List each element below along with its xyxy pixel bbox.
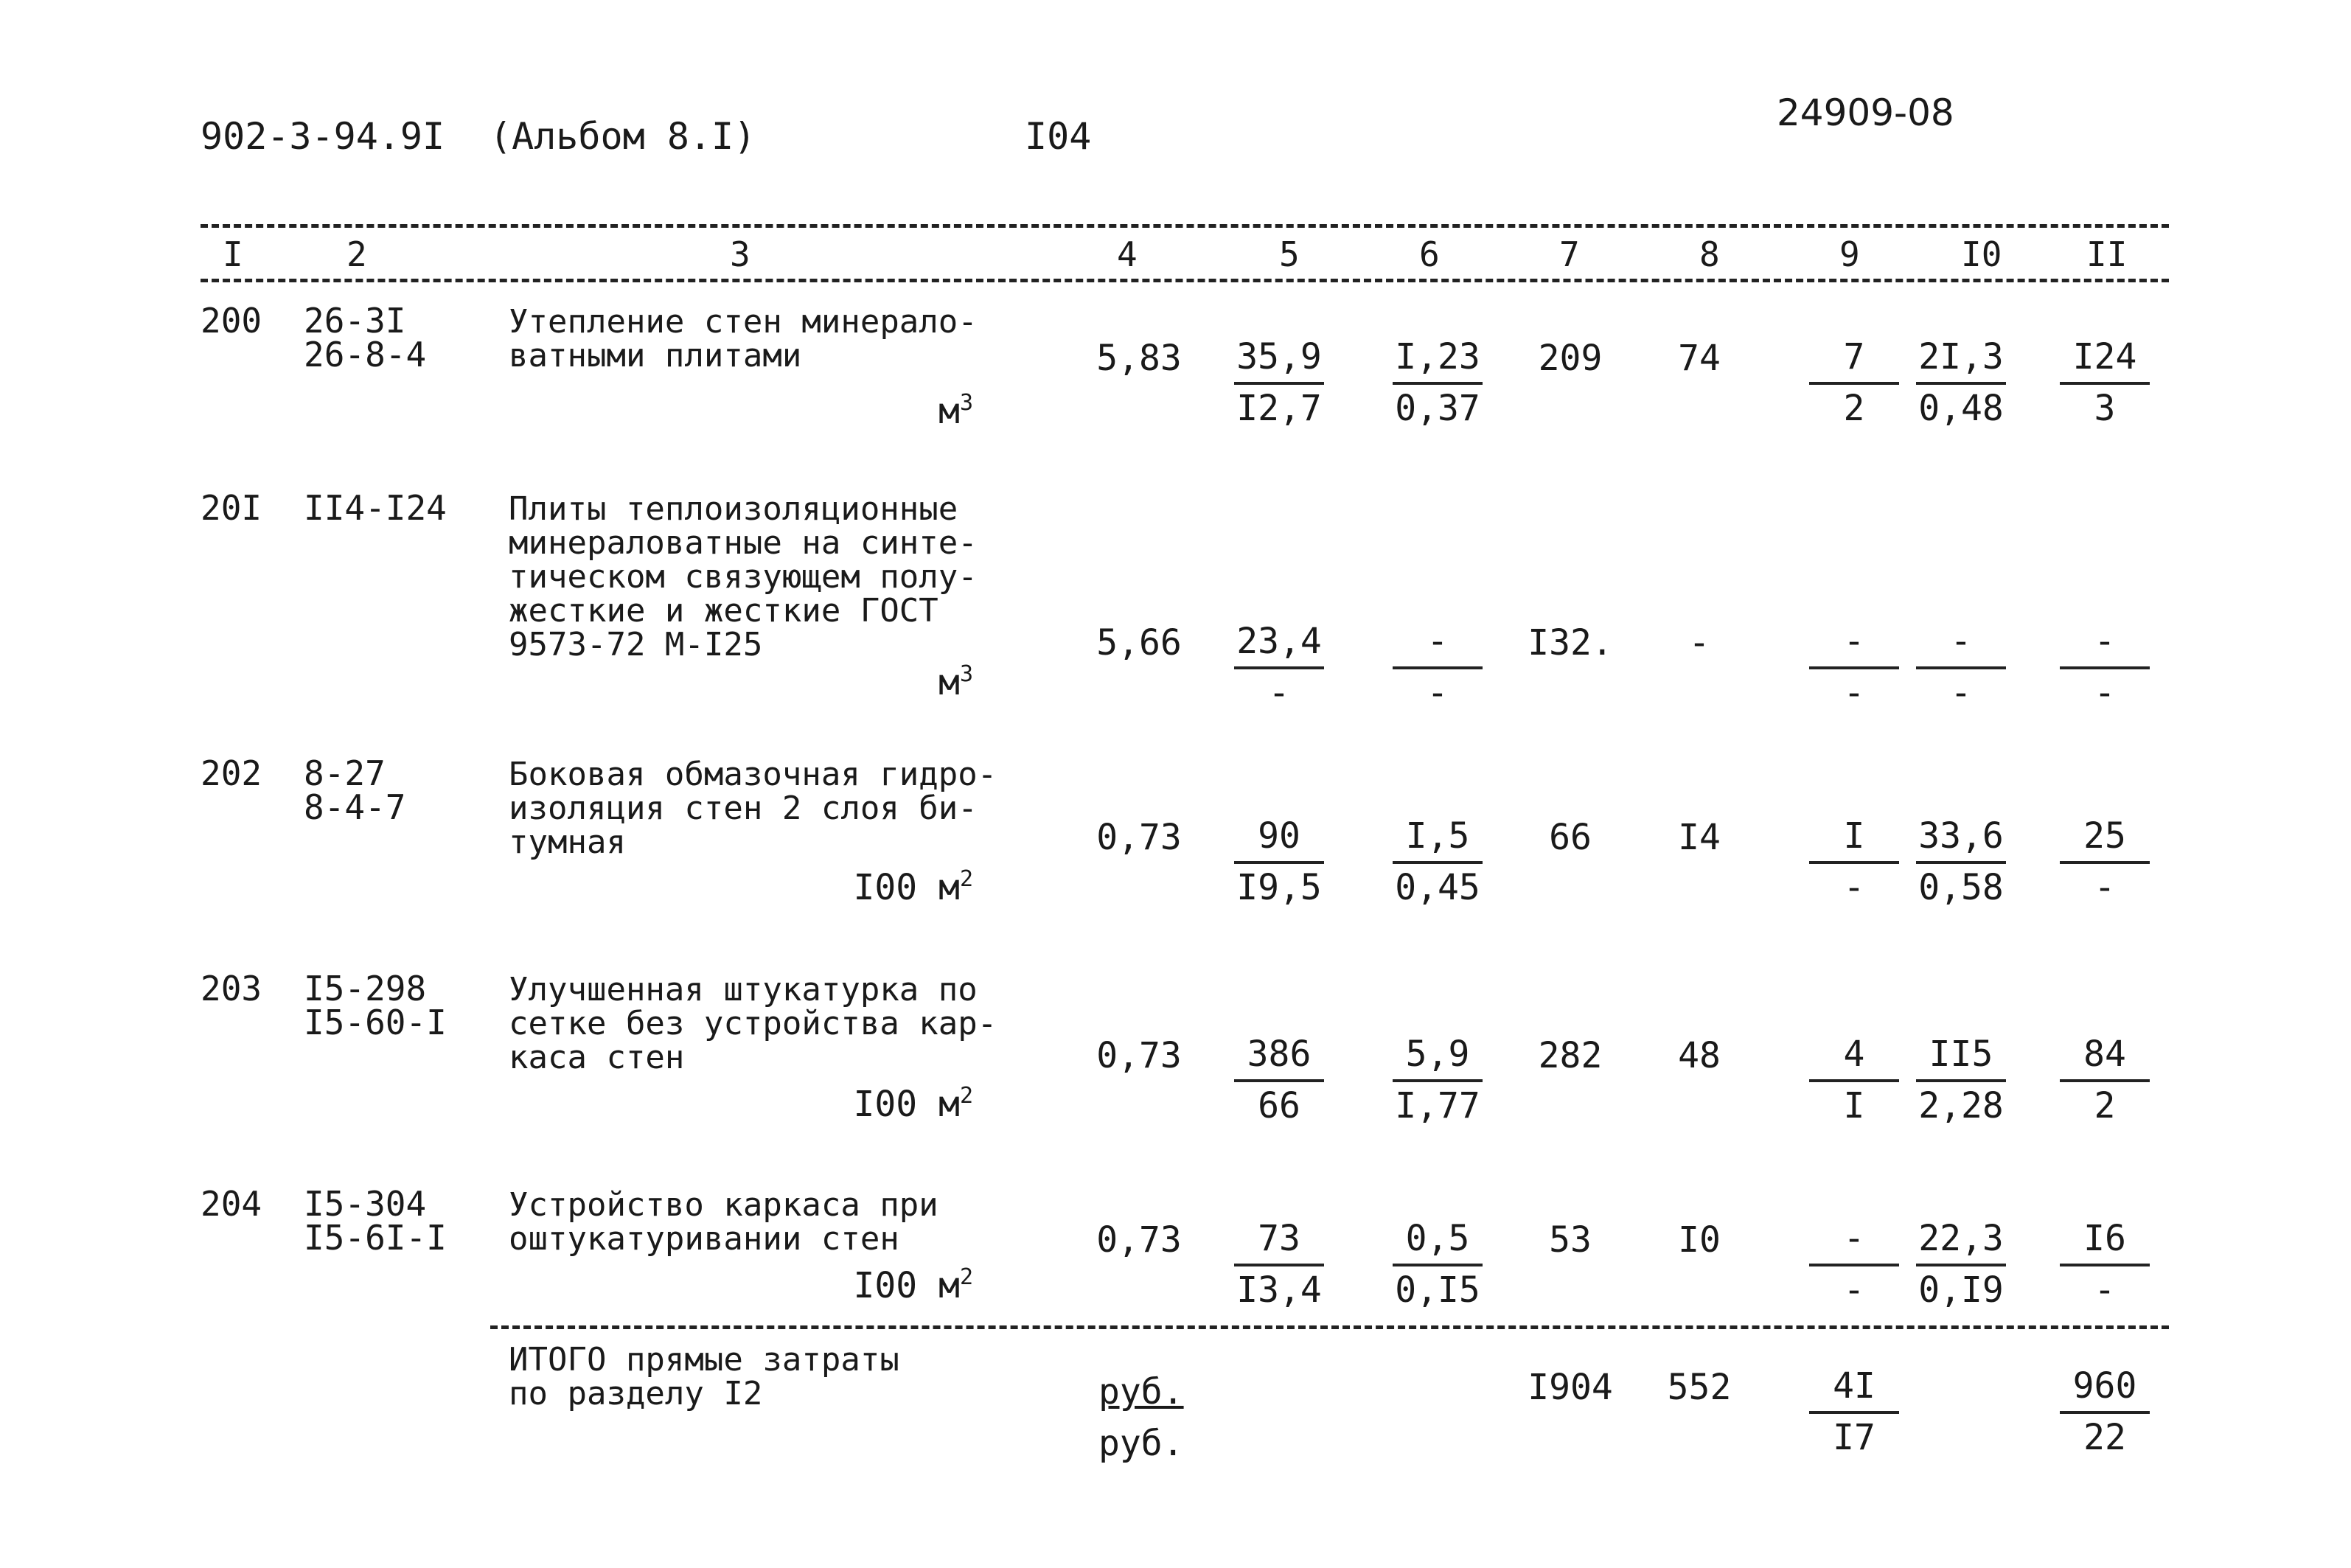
unit-exponent: 3 [959,661,973,687]
cell-col11 [2049,621,2160,714]
fraction-denominator: I [1843,1085,1865,1126]
cell-col8: 48 [1678,1035,1721,1076]
fraction-numerator: 73 [1258,1218,1300,1259]
fraction-numerator: I,5 [1405,815,1470,857]
cell-col7: 53 [1549,1219,1592,1261]
row-unit [737,867,973,908]
fraction-denominator: 3 [2094,388,2116,429]
row-number: 200 [201,301,262,341]
totals-col7: I904 [1528,1367,1613,1408]
fraction-numerator: 84 [2083,1034,2126,1075]
fraction-denominator: 0,48 [1918,388,2004,429]
fraction-denominator: - [2094,672,2116,714]
col-header-11: II [2086,234,2128,274]
cell-col11 [2049,336,2160,429]
row-code: I5-60-I [304,1003,447,1042]
fraction-numerator: 4 [1843,1034,1865,1075]
project-code: 902-3-94.9I [201,115,445,158]
unit-base: м [938,391,960,432]
cell-col4: 5,83 [1096,338,1182,379]
totals-unit: руб. [1098,1423,1184,1464]
fraction-denominator: 66 [1258,1085,1300,1126]
unit-base: м [938,662,960,703]
cell-col9 [1799,815,1909,908]
totals-col11 [2049,1365,2160,1458]
cell-col10 [1906,1218,2016,1311]
row-code: 8-4-7 [304,787,406,827]
fraction-denominator: 0,I9 [1918,1269,2004,1311]
page-number: I04 [1025,115,1092,158]
row-unit [737,662,973,703]
cell-col5 [1224,621,1334,714]
cell-col10 [1906,336,2016,429]
fraction-numerator: - [1843,621,1865,662]
cell-col6 [1382,621,1493,714]
col-header-8: 8 [1699,234,1720,274]
totals-col9 [1799,1365,1909,1458]
cell-col5 [1224,1034,1334,1126]
row-code: I5-304 [304,1184,427,1224]
cell-col10 [1906,1034,2016,1126]
cell-col8: - [1688,622,1710,663]
cell-col9 [1799,1218,1909,1311]
totals-label-line: по разделу I2 [509,1375,763,1412]
cell-col6 [1382,1218,1493,1311]
fraction-numerator: 960 [2072,1365,2137,1407]
fraction-numerator: 7 [1843,336,1865,377]
totals-label-line: ИТОГО прямые затраты [509,1341,899,1379]
fraction-numerator: 22,3 [1918,1218,2004,1259]
fraction-numerator: I,23 [1395,336,1480,377]
unit-base: I00 м [853,867,960,908]
fraction-denominator: - [2094,1269,2116,1311]
fraction-denominator: I2,7 [1236,388,1322,429]
row-description-line: минераловатные на синте- [509,524,978,562]
fraction-numerator: 2I,3 [1918,336,2004,377]
col-header-5: 5 [1279,234,1300,274]
fraction-numerator: 4I [1833,1365,1875,1407]
cell-col4: 5,66 [1096,622,1182,663]
row-description-line: Устройство каркаса при [509,1186,938,1224]
fraction-denominator: - [1268,672,1290,714]
fraction-denominator: I9,5 [1236,867,1322,908]
fraction-denominator: - [1843,672,1865,714]
fraction-numerator: 25 [2083,815,2126,857]
fraction-numerator: 23,4 [1236,621,1322,662]
fraction-numerator: I6 [2083,1218,2126,1259]
fraction-denominator: 0,58 [1918,867,2004,908]
cell-col10 [1906,621,2016,714]
col-header-6: 6 [1419,234,1440,274]
fraction-numerator: I24 [2072,336,2137,377]
cell-col11 [2049,815,2160,908]
row-description-line: каса стен [509,1039,685,1076]
row-code: I5-298 [304,969,427,1008]
row-unit [737,391,973,432]
fraction-numerator: I [1843,815,1865,857]
fraction-numerator: 33,6 [1918,815,2004,857]
cell-col8: I0 [1678,1219,1721,1261]
fraction-denominator: I,77 [1395,1085,1480,1126]
cell-col6 [1382,1034,1493,1126]
fraction-denominator: - [1427,672,1449,714]
cell-col8: 74 [1678,338,1721,379]
row-description-line: Улучшенная штукатурка по [509,971,978,1008]
fraction-denominator: I7 [1833,1417,1875,1458]
row-description-line: ватными плитами [509,337,802,374]
fraction-numerator: - [1427,621,1449,662]
fraction-denominator: 0,I5 [1395,1269,1480,1311]
row-description-line: тумная [509,823,626,861]
header-bottom-rule [201,279,2169,282]
col-header-3: 3 [730,234,750,274]
fraction-denominator: - [1950,672,1972,714]
cell-col11 [2049,1218,2160,1311]
cell-col4: 0,73 [1096,817,1182,858]
row-description-line: Плиты теплоизоляционные [509,490,958,528]
cell-col7: I32. [1528,622,1613,663]
row-code: 26-3I [304,301,406,341]
fraction-denominator: 2 [2094,1085,2116,1126]
fraction-numerator: 35,9 [1236,336,1322,377]
row-description-line: оштукатуривании стен [509,1220,899,1258]
row-description-line: 9573-72 М-I25 [509,626,763,663]
fraction-numerator: II5 [1929,1034,1993,1075]
fraction-denominator: - [1843,867,1865,908]
cell-col7: 282 [1538,1035,1603,1076]
row-number: 202 [201,753,262,793]
row-code: 26-8-4 [304,335,427,374]
cell-col10 [1906,815,2016,908]
row-code: I5-6I-I [304,1218,447,1258]
unit-exponent: 2 [959,1083,973,1109]
totals-col8: 552 [1667,1367,1732,1408]
fraction-numerator: - [1843,1218,1865,1259]
fraction-numerator: 5,9 [1405,1034,1470,1075]
unit-exponent: 2 [959,866,973,892]
col-header-1: I [223,234,243,274]
fraction-numerator: 90 [1258,815,1300,857]
unit-base: I00 м [853,1084,960,1125]
row-code: II4-I24 [304,488,447,528]
cell-col6 [1382,815,1493,908]
fraction-numerator: - [2094,621,2116,662]
row-description-line: тическом связующем полу- [509,558,978,596]
cell-col9 [1799,336,1909,429]
cell-col6 [1382,336,1493,429]
fraction-numerator: 0,5 [1405,1218,1470,1259]
row-description-line: Боковая обмазочная гидро- [509,756,997,793]
cell-col4: 0,73 [1096,1219,1182,1261]
fraction-denominator: 2 [1843,388,1865,429]
row-unit [737,1084,973,1125]
row-code: 8-27 [304,753,386,793]
col-header-7: 7 [1559,234,1580,274]
fraction-numerator: 386 [1247,1034,1312,1075]
cell-col5 [1224,336,1334,429]
row-unit [737,1265,973,1306]
fraction-denominator: - [2094,867,2116,908]
row-number: 203 [201,969,262,1008]
row-description-line: изоляция стен 2 слоя би- [509,790,978,827]
cell-col4: 0,73 [1096,1035,1182,1076]
fraction-denominator: 0,45 [1395,867,1480,908]
unit-exponent: 2 [959,1264,973,1290]
cell-col9 [1799,621,1909,714]
totals-rule [490,1325,2169,1329]
cell-col7: 66 [1549,817,1592,858]
unit-base: I00 м [853,1265,960,1306]
col-header-9: 9 [1839,234,1860,274]
row-number: 20I [201,488,262,528]
cell-col5 [1224,1218,1334,1311]
row-description-line: сетке без устройства кар- [509,1005,997,1042]
cell-col9 [1799,1034,1909,1126]
totals-unit: руб. [1098,1371,1184,1412]
fraction-denominator: 0,37 [1395,388,1480,429]
fraction-denominator: 22 [2083,1417,2126,1458]
row-description-line: Утепление стен минерало- [509,303,978,341]
row-number: 204 [201,1184,262,1224]
album-label: (Альбом 8.I) [490,115,756,158]
header-top-rule [201,224,2169,228]
cell-col11 [2049,1034,2160,1126]
fraction-denominator: 2,28 [1918,1085,2004,1126]
cell-col8: I4 [1678,817,1721,858]
col-header-4: 4 [1117,234,1138,274]
row-description-line: жесткие и жесткие ГОСТ [509,592,938,630]
fraction-denominator: I3,4 [1236,1269,1322,1311]
col-header-10: I0 [1961,234,2002,274]
col-header-2: 2 [346,234,367,274]
unit-exponent: 3 [959,390,973,416]
fraction-denominator: - [1843,1269,1865,1311]
fraction-numerator: - [1950,621,1972,662]
cell-col5 [1224,815,1334,908]
cell-col7: 209 [1538,338,1603,379]
document-number: 24909-08 [1777,91,1954,134]
